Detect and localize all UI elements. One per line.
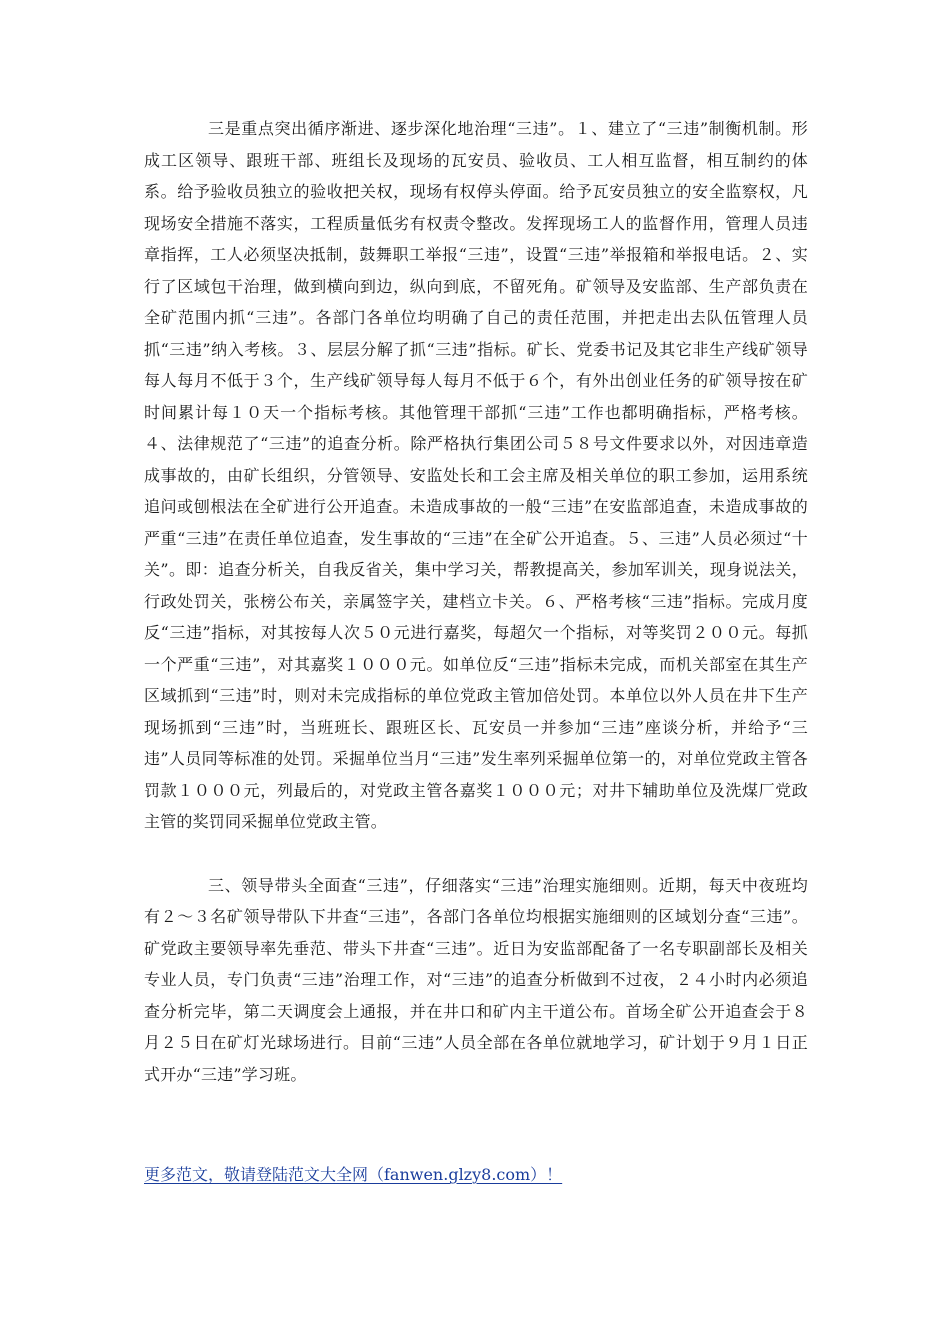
document-body <box>144 113 808 1090</box>
footer-site-link[interactable]: 更多范文，敬请登陆范文大全网（fanwen.glzy8.com）！ <box>144 1165 563 1184</box>
body-paragraph-2: 三、领导带头全面查“三违”，仔细落实“三违”治理实施细则。近期，每天中夜班均有２～３名矿领导带队下井查“三违”，各部门各单位均根据实施细则的区域划分查“三违”。矿党政主要领导率先垂范、带头下井查“三违”。近日为安监部配备了一名专职副部长及相关专业人员，专门负责“三违”治理工作，对“三违”的追查分析做到不过夜，２４小时内必须追查分析完毕，第二天调度会上通报，并在井口和矿内主干道公布。首场全矿公开追查会于８月２５日在矿灯光球场进行。目前“三违”人员全部在各单位就地学习，矿计划于９月１日正式开办“三违”学习班。 <box>144 875 808 1084</box>
paragraph-spacer <box>144 838 808 870</box>
body-paragraph-1: 三是重点突出循序渐进、逐步深化地治理“三违”。１、建立了“三违”制衡机制。形成工区领导、跟班干部、班组长及现场的瓦安员、验收员、工人相互监督，相互制约的体系。给予验收员独立的验收把关权，现场有权停头停面。给予瓦安员独立的安全监察权，凡现场安全措施不落实，工程质量低劣有权责令整改。发挥现场工人的监督作用，管理人员违章指挥，工人必须坚决抵制，鼓舞职工举报“三违”，设置“三违”举报箱和举报电话。２、实行了区域包干治理，做到横向到边，纵向到底，不留死角。矿领导及安监部、生产部负责在全矿范围内抓“三违”。各部门各单位均明确了自己的责任范围，并把走出去队伍管理人员抓“三违”纳入考核。３、层层分解了抓“三违”指标。矿长、党委书记及其它非生产线矿领导每人每月不低于３个，生产线矿领导每人每月不低于６个，有外出创业任务的矿领导按在矿时间累计每１０天一个指标考核。其他管理干部抓“三违”工作也都明确指标，严格考核。４、法律规范了“三违”的追查分析。除严格执行集团公司５８号文件要求以外，对因违章造成事故的，由矿长组织，分管领导、安监处长和工会主席及相关单位的职工参加，运用系统追问或刨根法在全矿进行公开追查。未造成事故的一般“三违”在安监部追查，未造成事故的严重“三违”在责任单位追查，发生事故的“三违”在全矿公开追查。５、三违”人员必须过“十关”。即：追查分析关，自我反省关，集中学习关，帮教提高关，参加军训关，现身说法关，行政处罚关，张榜公布关，亲属签字关，建档立卡关。６、严格考核“三违”指标。完成月度反“三违”指标，对其按每人次５０元进行嘉奖，每超欠一个指标，对等奖罚２００元。每抓一个严重“三违”，对其嘉奖１０００元。如单位反“三违”指标未完成，而机关部室在其生产区域抓到“三违”时，则对未完成指标的单位党政主管加倍处罚。本单位以外人员在井下生产现场抓到“三违”时，当班班长、跟班区长、瓦安员一并参加“三违”座谈分析，并给予“三违”人员同等标准的处罚。采掘单位当月“三违”发生率列采掘单位第一的，对单位党政主管各罚款１０００元，列最后的，对党政主管各嘉奖１０００元；对井下辅助单位及洗煤厂党政主管的奖罚同采掘单位党政主管。 <box>144 119 808 831</box>
footer-link-line <box>144 1163 562 1187</box>
